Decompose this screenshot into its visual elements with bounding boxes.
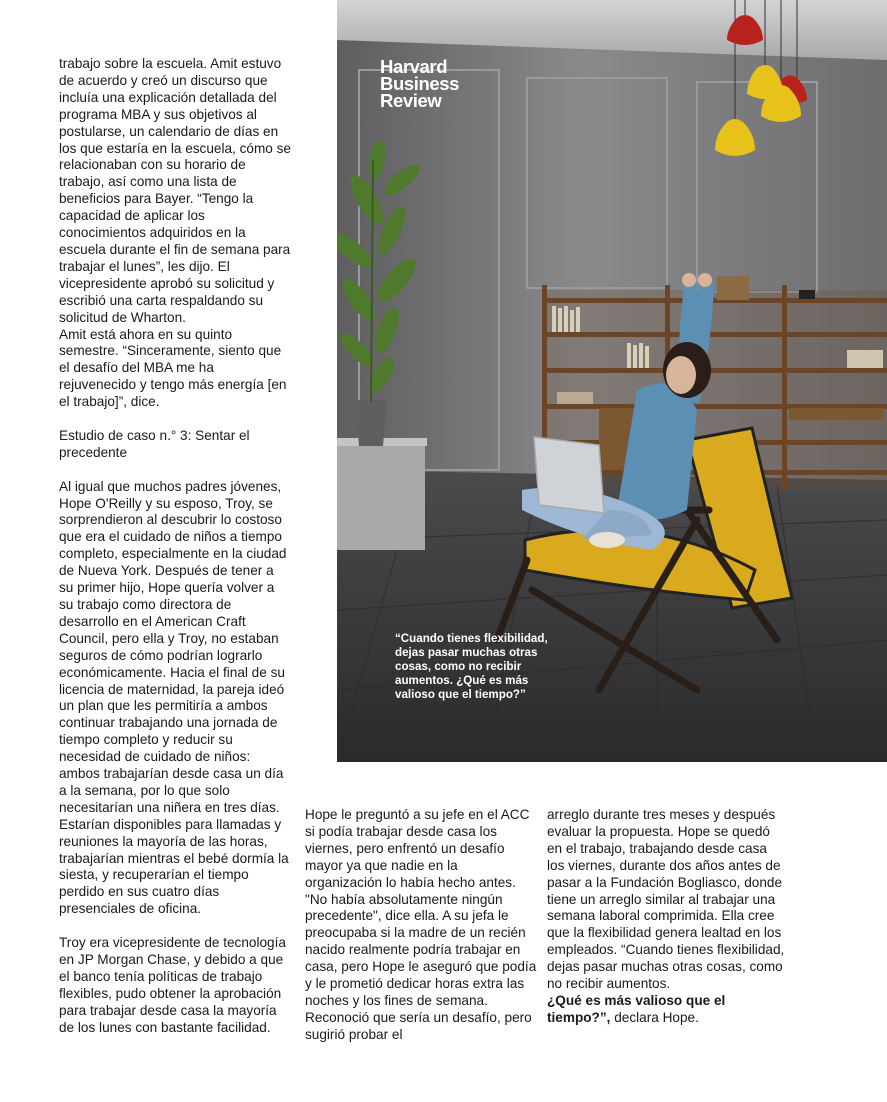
paragraph: Hope le preguntó a su jefe en el ACC si podía trabajar desde casa los viernes, pero enfrentó un desafío mayor ya que nadie en la organización lo había hecho antes. "No había absolutamente ningún precedente", dice ella. A su jefa le preocupaba si la madre de un recién nacido realmente podría trabajar en casa, pero Hope le aseguró que podía y le prometió dedicar horas extra las noches y los fines de semana. Reconoció que sería un desafío, pero sugirió probar el xyxy=(305,807,537,1042)
logo-line: Business xyxy=(380,73,460,94)
bold-quote: ¿Qué es más valioso que el tiempo?”, xyxy=(547,992,726,1025)
hbr-logo xyxy=(380,58,459,109)
logo-line: Review xyxy=(380,90,442,111)
paragraph xyxy=(547,807,785,1027)
right-text-column xyxy=(547,807,785,1044)
section-heading: Estudio de caso n.° 3: Sentar el precedente xyxy=(59,427,250,460)
middle-text-column xyxy=(305,807,537,1061)
paragraph: Amit está ahora en su quinto semestre. “Sinceramente, siento que el desafío del MBA me ha rejuvenecido y tengo más energía [en el trabajo]”, dice. xyxy=(59,326,287,410)
article-photo xyxy=(337,0,887,762)
logo-line: Harvard xyxy=(380,56,448,77)
photo-caption: “Cuando tienes flexibilidad, dejas pasar muchas otras cosas, como no recibir aumentos. ¿Qué es más valioso que el tiempo?” xyxy=(395,632,548,701)
paragraph: trabajo sobre la escuela. Amit estuvo de acuerdo y creó un discurso que incluía una explicación detallada del programa MBA y sus objetivos al postularse, un calendario de días en los que estaría en la escuela, cómo se relacionaban con su horario de trabajo, así como una lista de beneficios para Bayer. “Tengo la capacidad de aplicar los conocimientos adquiridos en la escuela durante el fin de semana para trabajar el lunes”, les dijo. El vicepresidente aprobó su solicitud y escribió una carta respaldando su solicitud de Wharton. xyxy=(59,56,291,325)
left-text-column xyxy=(59,56,291,1053)
paragraph-text: arreglo durante tres meses y después evaluar la propuesta. Hope se quedó en el trabajo, trabajando desde casa los viernes, durante dos años antes de pasar a la Fundación Bogliasco, donde tiene un arreglo similar al trabajar una semana laboral comprimida. Ella cree que la flexibilidad genera lealtad en los empleados. “Cuando tienes flexibilidad, dejas pasar muchas otras cosas, como no recibir aumentos. xyxy=(547,807,785,992)
paragraph: Troy era vicepresidente de tecnología en JP Morgan Chase, y debido a que el banco tenía políticas de trabajo flexibles, pudo obtener la aprobación para trabajar desde casa la mayoría de los lunes con bastante facilidad. xyxy=(59,935,286,1035)
paragraph: Al igual que muchos padres jóvenes, Hope O'Reilly y su esposo, Troy, se sorprendieron al descubrir lo costoso que era el cuidado de niños a tiempo completo, especialmente en la ciudad de Nueva York. Después de tener a su primer hijo, Hope quería volver a su trabajo como directora de desarrollo en el American Craft Council, pero ella y Troy, no estaban seguros de cómo podrían lograrlo económicamente. Hacia el final de su licencia de maternidad, la pareja ideó un plan que les permitiría a ambos continuar trabajando una jornada de tiempo completo y reducir su necesidad de cuidado de niños: ambos trabajarían desde casa un día a la semana, por lo que solo necesitarían una niñera en tres días. Estarían disponibles para llamadas y reuniones la mayoría de las horas, trabajarían mientras el bebé dormía la siesta, y recuperarían el tiempo perdido en sus cuatro días presenciales de oficina. xyxy=(59,478,289,917)
quote-attribution: declara Hope. xyxy=(610,1009,699,1025)
